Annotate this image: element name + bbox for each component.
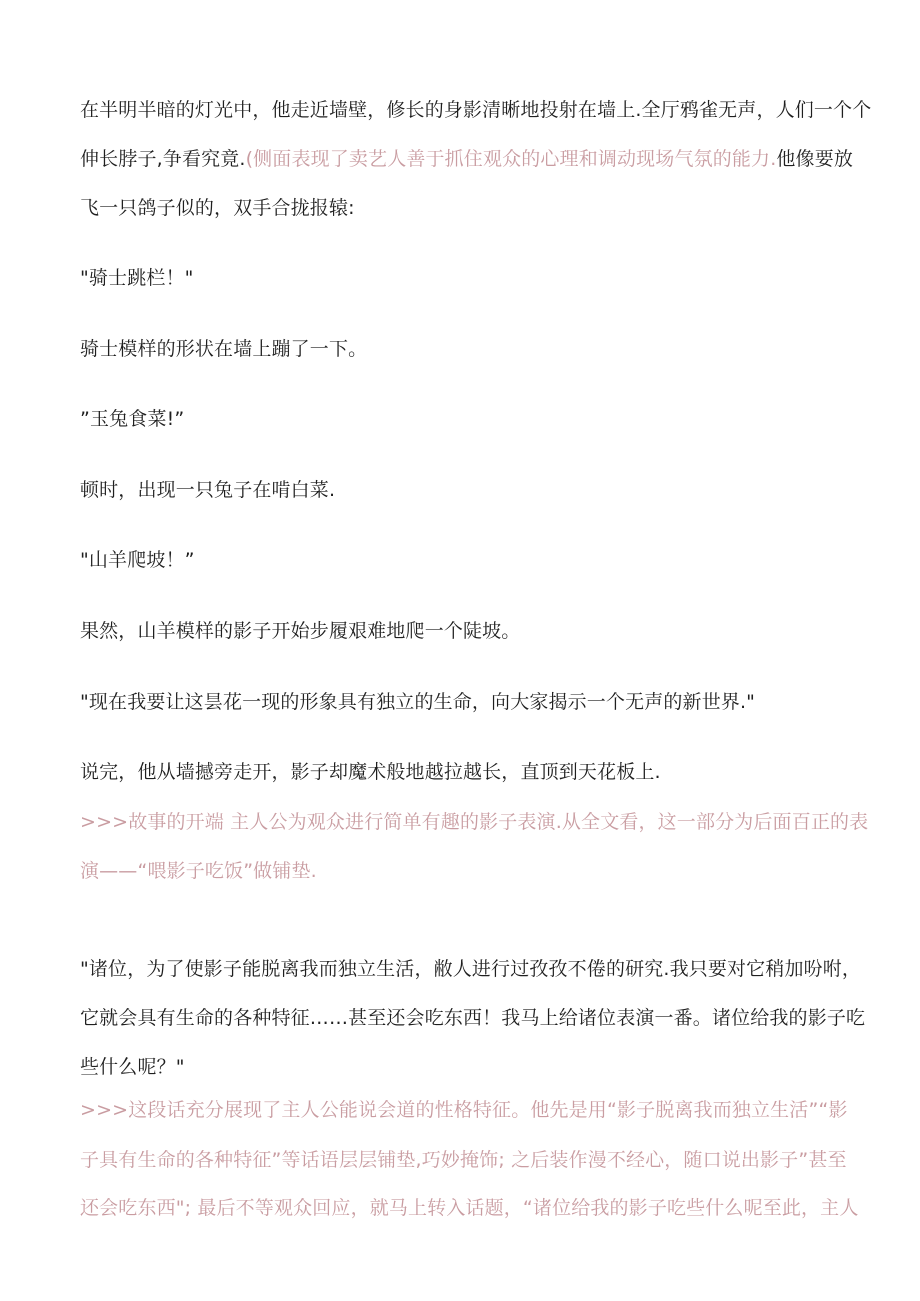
annotation-1-line-1: >>>故事的开端 主人公为观众进行简单有趣的影子表演.从全文看，这一部分为后面百正的表	[80, 811, 869, 833]
text-line-1: 在半明半暗的灯光中，他走近墙壁，修长的身影清晰地投射在墙上.全厅鸦雀无声，人们一个个	[80, 99, 872, 121]
dialogue-goat: "山羊爬坡！”	[80, 549, 195, 571]
annotation-2-line-1: >>>这段话充分展现了主人公能说会道的性格特征。他先是用“影子脱离我而独立生活”“影	[80, 1099, 848, 1121]
text-line-2	[80, 147, 853, 171]
dialogue-new-world: "现在我要让这昙花一现的形象具有独立的生命，向大家揭示一个无声的新世界."	[80, 691, 756, 713]
dialogue-knight: "骑士跳栏！"	[80, 267, 194, 289]
speech-line-1: "诸位，为了使影子能脱离我而独立生活，敝人进行过孜孜不倦的研究.我只要对它稍加吩咐，	[80, 958, 862, 980]
text-line-rabbit-shadow: 顿时，出现一只兔子在啃白菜.	[80, 479, 336, 501]
speech-line-2: 它就会具有生命的各种特征……甚至还会吃东西！我马上给诸位表演一番。诸位给我的影子吃	[80, 1007, 866, 1029]
annotation-2-line-2: 子具有生命的各种特征”等话语层层铺垫,巧妙掩饰; 之后装作漫不经心，随口说出影子”甚至	[80, 1149, 847, 1171]
text-line-shadow-grows: 说完，他从墙撼旁走开，影子却魔术般地越拉越长，直顶到天花板上.	[80, 761, 661, 783]
text-line-goat-shadow: 果然，山羊模样的影子开始步履艰难地爬一个陡坡。	[80, 620, 521, 642]
text-line-2-body: 伸长脖子,争看究竟.	[80, 148, 246, 170]
annotation-1-line-2: 演——“喂影子吃饭”做铺垫.	[80, 860, 317, 882]
dialogue-rabbit: ”玉兔食菜!”	[80, 408, 185, 430]
annotation-2-line-3: 还会吃东西"; 最后不等观众回应，就马上转入话题，“诸位给我的影子吃些什么呢至此，主人	[80, 1197, 859, 1219]
text-line-2-tail: 他像要放	[776, 148, 854, 170]
inline-annotation: (侧面表现了卖艺人善于抓住观众的心理和调动现场气氛的能力.	[245, 148, 777, 170]
text-line-knight-shadow: 骑士模样的形状在墙上蹦了一下。	[80, 338, 368, 360]
text-line-3: 飞一只鸽子似的，双手合拢报辕:	[80, 197, 355, 219]
speech-line-3: 些什么呢？"	[80, 1056, 185, 1078]
